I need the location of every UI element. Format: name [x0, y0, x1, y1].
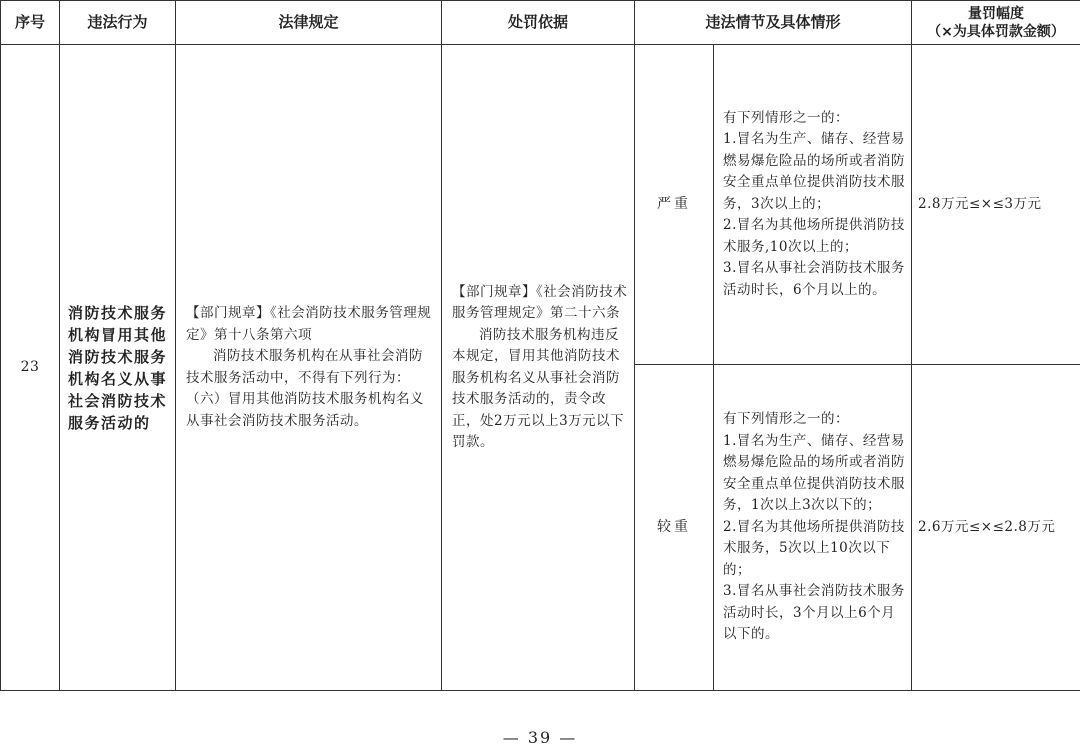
detail-intro: 有下列情形之一的： [723, 411, 849, 428]
detail-item: 2.冒名为其他场所提供消防技术服务，5次以上10次以下的； [723, 518, 905, 578]
header-range [912, 1, 1080, 45]
header-circumstance: 违法情节及具体情形 [635, 1, 912, 45]
fine-range: 2.8万元≤×≤3万元 [912, 45, 1080, 365]
detail-item: 2.冒名为其他场所提供消防技术服务,10次以上的； [723, 217, 905, 255]
severity-label: 严重 [635, 45, 714, 365]
circumstance-detail [714, 45, 912, 365]
header-range-line1: 量罚幅度 [968, 5, 1025, 22]
header-basis: 处罚依据 [442, 1, 635, 45]
legal-provision [176, 45, 442, 691]
penalty-basis [442, 45, 635, 691]
header-row [1, 1, 1080, 45]
detail-item: 1.冒名为生产、储存、经营易燃易爆危险品的场所或者消防安全重点单位提供消防技术服务，3次以上的； [723, 131, 905, 212]
detail-item: 1.冒名为生产、储存、经营易燃易爆危险品的场所或者消防安全重点单位提供消防技术服务，1次以上3次以下的； [723, 432, 905, 514]
violation-act: 消防技术服务机构冒用其他消防技术服务机构名义从事社会消防技术服务活动的 [60, 45, 176, 691]
header-range-line2: （×为具体罚款金额） [927, 23, 1065, 40]
header-law: 法律规定 [176, 1, 442, 45]
basis-body: 消防技术服务机构违反本规定，冒用其他消防技术服务机构名义从事社会消防技术服务活动的，责令改正，处2万元以上3万元以下罚款。 [452, 326, 625, 450]
header-act: 违法行为 [60, 1, 176, 45]
page-number: — 39 — [502, 728, 578, 747]
basis-title: 【部门规章】《社会消防技术服务管理规定》第二十六条 [452, 283, 628, 321]
table-row-severe [1, 45, 1080, 365]
detail-item: 3.冒名从事社会消防技术服务活动时长，3个月以上6个月以下的。 [723, 583, 905, 643]
row-number: 23 [1, 45, 60, 691]
law-body: 消防技术服务机构在从事社会消防技术服务活动中，不得有下列行为：（六）冒用其他消防技术服务机构名义从事社会消防技术服务活动。 [186, 348, 424, 429]
detail-intro: 有下列情形之一的： [723, 109, 849, 126]
header-no: 序号 [1, 1, 60, 45]
detail-item: 3.冒名从事社会消防技术服务活动时长，6个月以上的。 [723, 260, 905, 298]
severity-label: 较重 [635, 365, 714, 691]
circumstance-detail [714, 365, 912, 691]
law-title: 【部门规章】《社会消防技术服务管理规定》第十八条第六项 [186, 305, 432, 343]
fine-range: 2.6万元≤×≤2.8万元 [912, 365, 1080, 691]
